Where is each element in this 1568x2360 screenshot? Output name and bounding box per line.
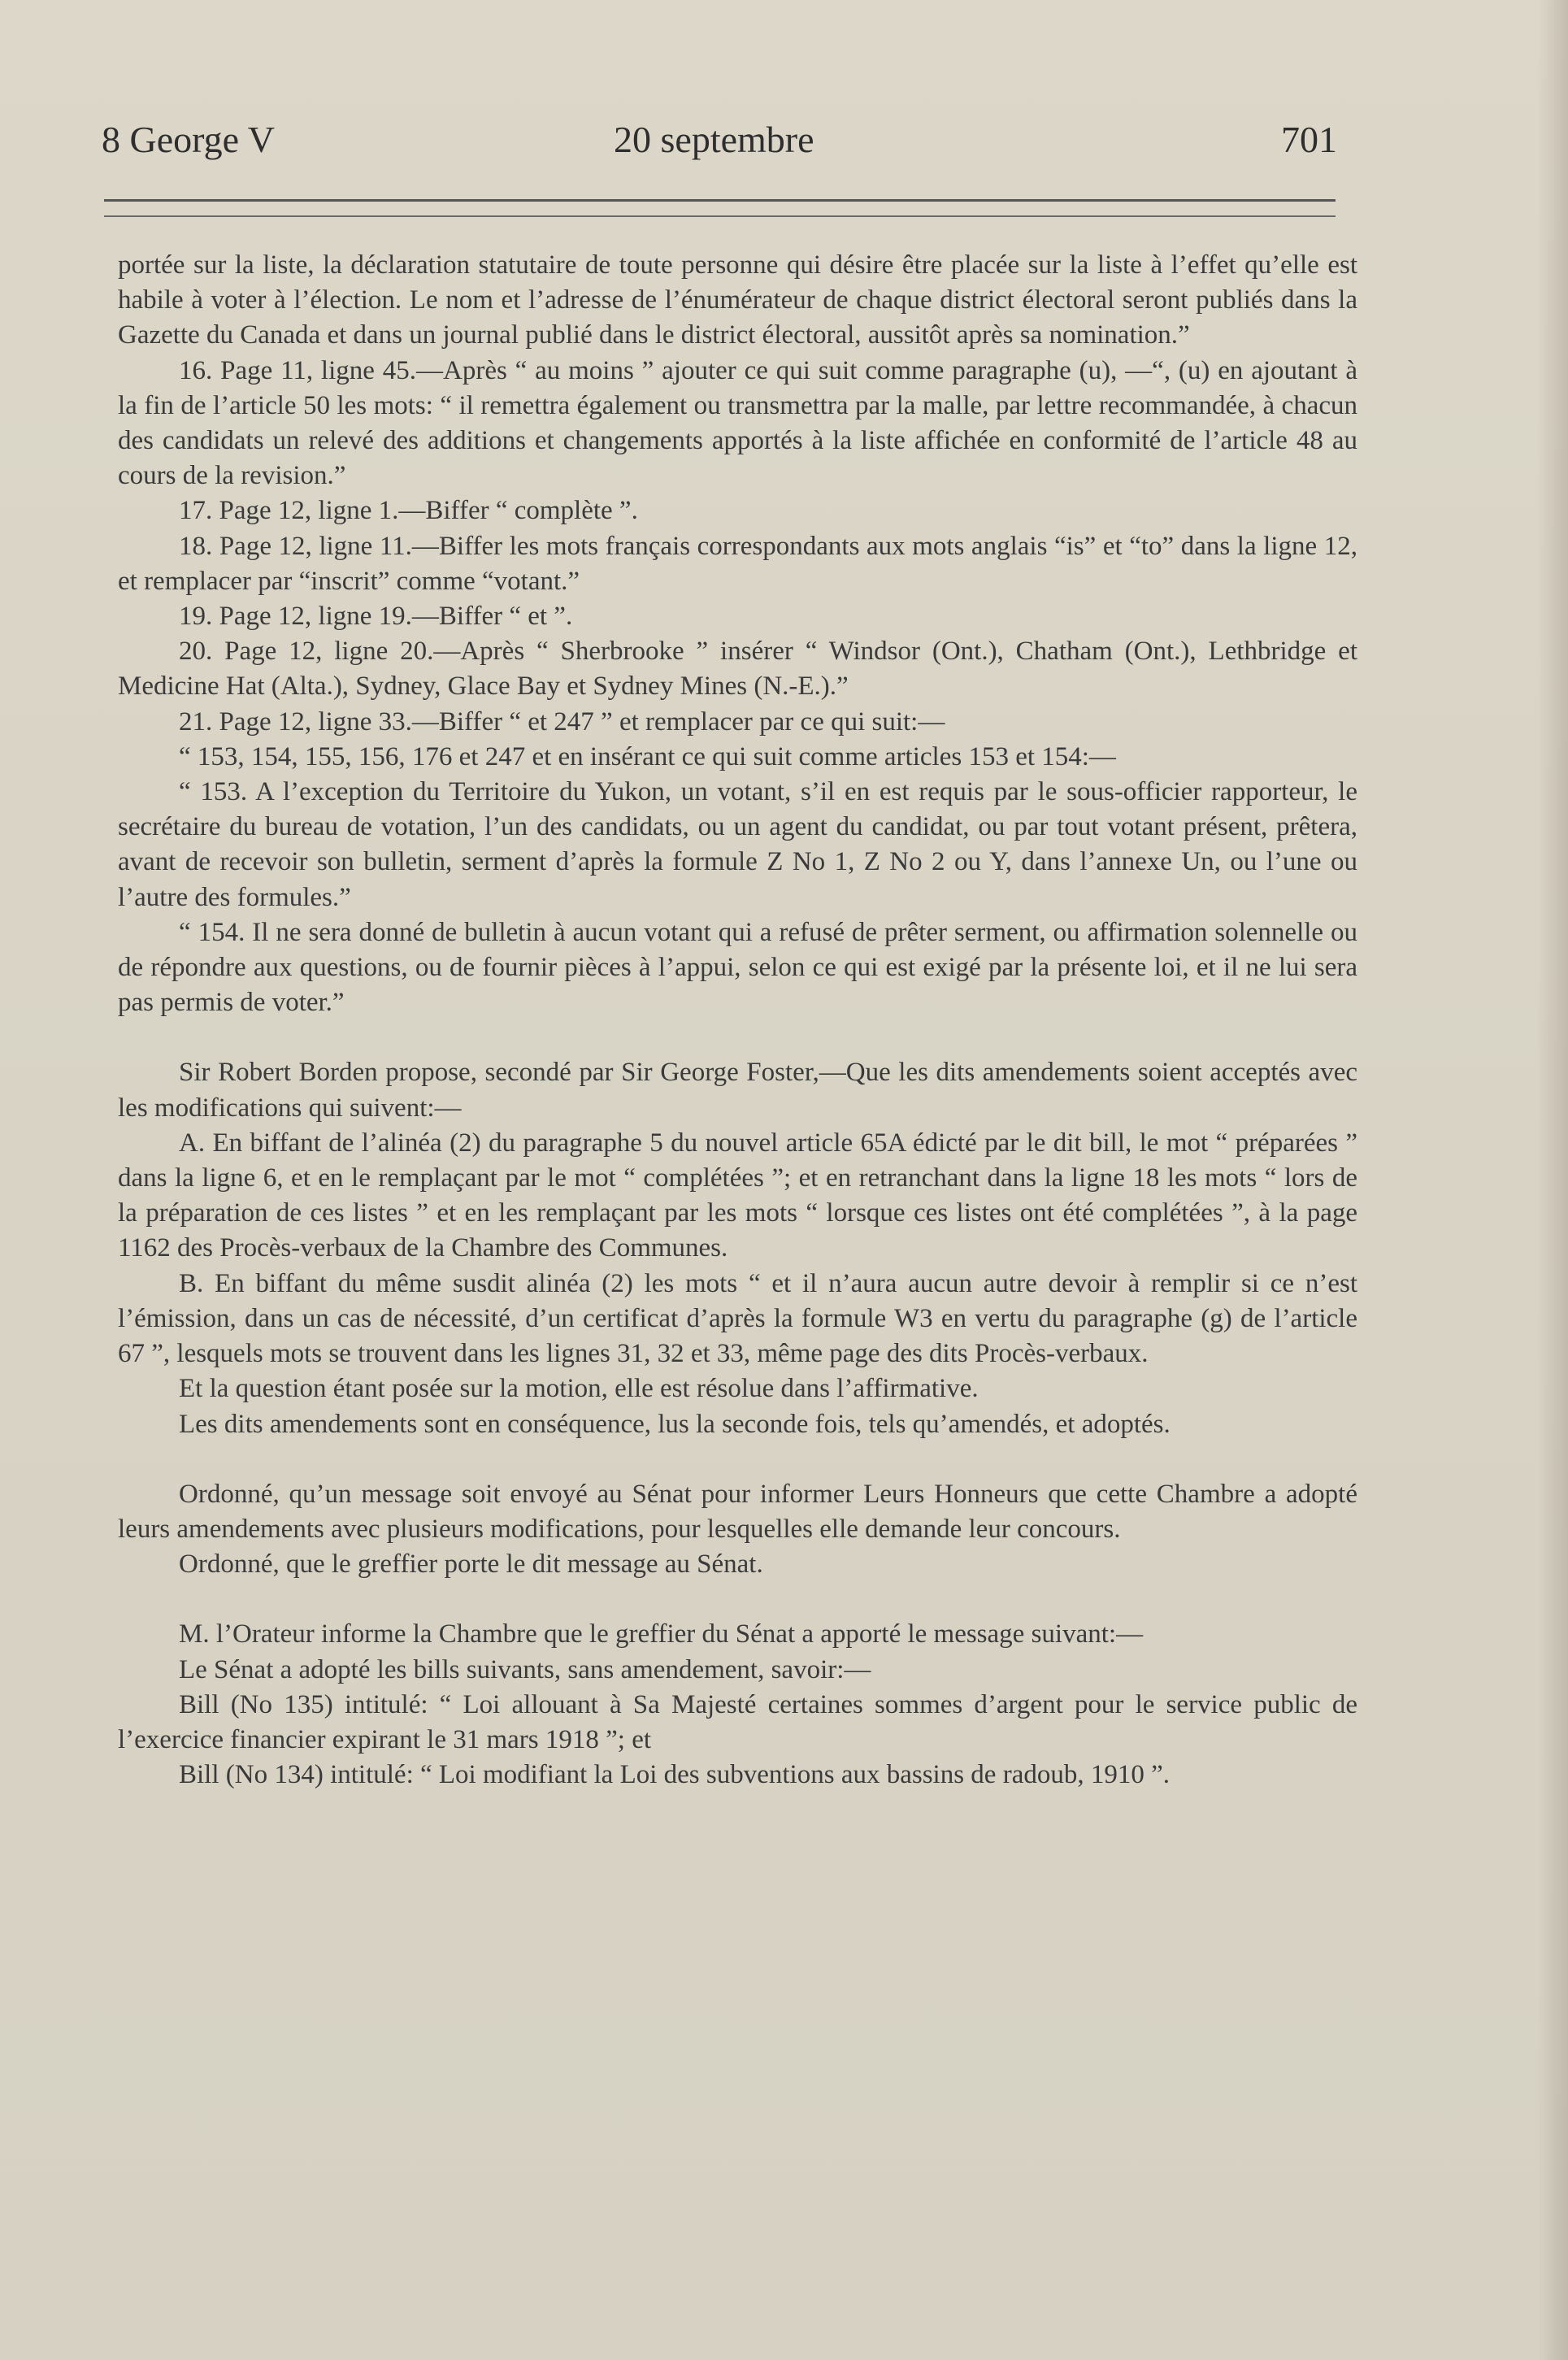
paragraph-order-message: Ordonné, qu’un message soit envoyé au Sénat pour informer Leurs Honneurs que cette Chambre a adopté leurs amendements avec plusieurs modifications, pour lesquelles elle demande leur concours. <box>118 1479 1357 1544</box>
paragraph-amendment-16: 16. Page 11, ligne 45.—Après “ au moins ” ajouter ce qui suit comme paragraphe (u), —“, (u) en ajoutant à la fin de l’article 50 les mots: “ il remettra également ou transmettra par la malle, par lettre recommandée, à chacun des candidats un relevé des additions et changements apportés à la liste affichée en conformité de l’article 48 au cours de la revision.” <box>118 355 1357 491</box>
paragraph-amendment-18: 18. Page 12, ligne 11.—Biffer les mots français correspondants aux mots anglais “is” et “to” dans la ligne 12, et remplacer par “inscrit” comme “votant.” <box>118 531 1357 596</box>
paragraph-articles-list: “ 153, 154, 155, 156, 176 et 247 et en insérant ce qui suit comme articles 153 et 154:— <box>179 741 1116 771</box>
paragraph-continuation: portée sur la liste, la déclaration statutaire de toute personne qui désire être placée sur la liste à l’effet qu’elle est habile à voter à l’élection. Le nom et l’adresse de l’énumérateur de chaque district électoral seront publiés dans la Gazette du Canada et dans un journal publié dans le district électoral, aussitôt après sa nomination.” <box>118 250 1357 350</box>
paragraph-senate-adopted: Le Sénat a adopté les bills suivants, sans amendement, savoir:— <box>179 1654 871 1684</box>
paragraph-motion: Sir Robert Borden propose, secondé par Sir George Foster,—Que les dits amendements soient acceptés avec les modifications qui suivent:— <box>118 1058 1357 1123</box>
paragraph-amendment-20: 20. Page 12, ligne 20.—Après “ Sherbrooke ” insérer “ Windsor (Ont.), Chatham (Ont.), Lethbridge et Medicine Hat (Alta.), Sydney, Glace Bay et Sydney Mines (N.-E.).” <box>118 637 1357 702</box>
paragraph-speaker-informs: M. l’Orateur informe la Chambre que le greffier du Sénat a apporté le message suivant:— <box>179 1619 1144 1649</box>
header-regnal-year: 8 George V <box>102 119 275 160</box>
header-date: 20 septembre <box>614 119 814 160</box>
paragraph-modification-b: B. En biffant du même susdit alinéa (2) les mots “ et il n’aura aucun autre devoir à remplir si ce n’est l’émission, dans un cas de nécessité, d’un certificat d’après la formule W3 en vertu du paragraphe (g) de l’article 67 ”, lesquels mots se trouvent dans les lignes 31, 32 et 33, même page des dits Procès-verbaux. <box>118 1268 1357 1369</box>
paragraph-bill-134: Bill (No 134) intitulé: “ Loi modifiant la Loi des subventions aux bassins de radoub, 1910 ”. <box>179 1760 1170 1790</box>
paragraph-article-153: “ 153. A l’exception du Territoire du Yukon, un votant, s’il en est requis par le sous-officier rapporteur, le secrétaire du bureau de votation, l’un des candidats, ou un agent du candidat, ou par tout votant présent, prêtera, avant de recevoir son bulletin, serment d’après la formule Z No 1, Z No 2 ou Y, dans l’annexe Un, ou l’une ou l’autre des formules.” <box>118 777 1357 912</box>
page-body <box>118 248 1357 1793</box>
header-rule-top <box>104 199 1336 202</box>
page-edge-shadow <box>1537 0 1568 2360</box>
page-number: 701 <box>1281 119 1337 160</box>
paragraph-amendment-19: 19. Page 12, ligne 19.—Biffer “ et ”. <box>179 602 573 632</box>
paragraph-question-resolved: Et la question étant posée sur la motion, elle est résolue dans l’affirmative. <box>179 1374 979 1404</box>
paragraph-amendment-17: 17. Page 12, ligne 1.—Biffer “ complète ”. <box>179 496 638 526</box>
paragraph-bill-135: Bill (No 135) intitulé: “ Loi allouant à Sa Majesté certaines sommes d’argent pour le service public de l’exercice financier expirant le 31 mars 1918 ”; et <box>118 1689 1357 1754</box>
paragraph-order-clerk: Ordonné, que le greffier porte le dit message au Sénat. <box>179 1549 763 1580</box>
page-header <box>102 118 1337 175</box>
paragraph-amendments-adopted: Les dits amendements sont en conséquence, lus la seconde fois, tels qu’amendés, et adoptés. <box>179 1409 1171 1439</box>
paragraph-article-154: “ 154. Il ne sera donné de bulletin à aucun votant qui a refusé de prêter serment, ou affirmation solennelle ou de répondre aux questions, ou de fournir pièces à l’appui, selon ce qui est exigé par la présente loi, et il ne lui sera pas permis de voter.” <box>118 917 1357 1018</box>
header-rule-bottom <box>104 215 1336 217</box>
paragraph-modification-a: A. En biffant de l’alinéa (2) du paragraphe 5 du nouvel article 65A édicté par le dit bill, le mot “ préparées ” dans la ligne 6, et en le remplaçant par le mot “ complétées ”; et en retranchant dans la ligne 18 les mots “ lors de la préparation de ces listes ” et en les remplaçant par les mots “ lorsque ces listes ont été complétées ”, à la page 1162 des Procès-verbaux de la Chambre des Communes. <box>118 1128 1357 1263</box>
paragraph-amendment-21: 21. Page 12, ligne 33.—Biffer “ et 247 ” et remplacer par ce qui suit:— <box>179 706 945 737</box>
